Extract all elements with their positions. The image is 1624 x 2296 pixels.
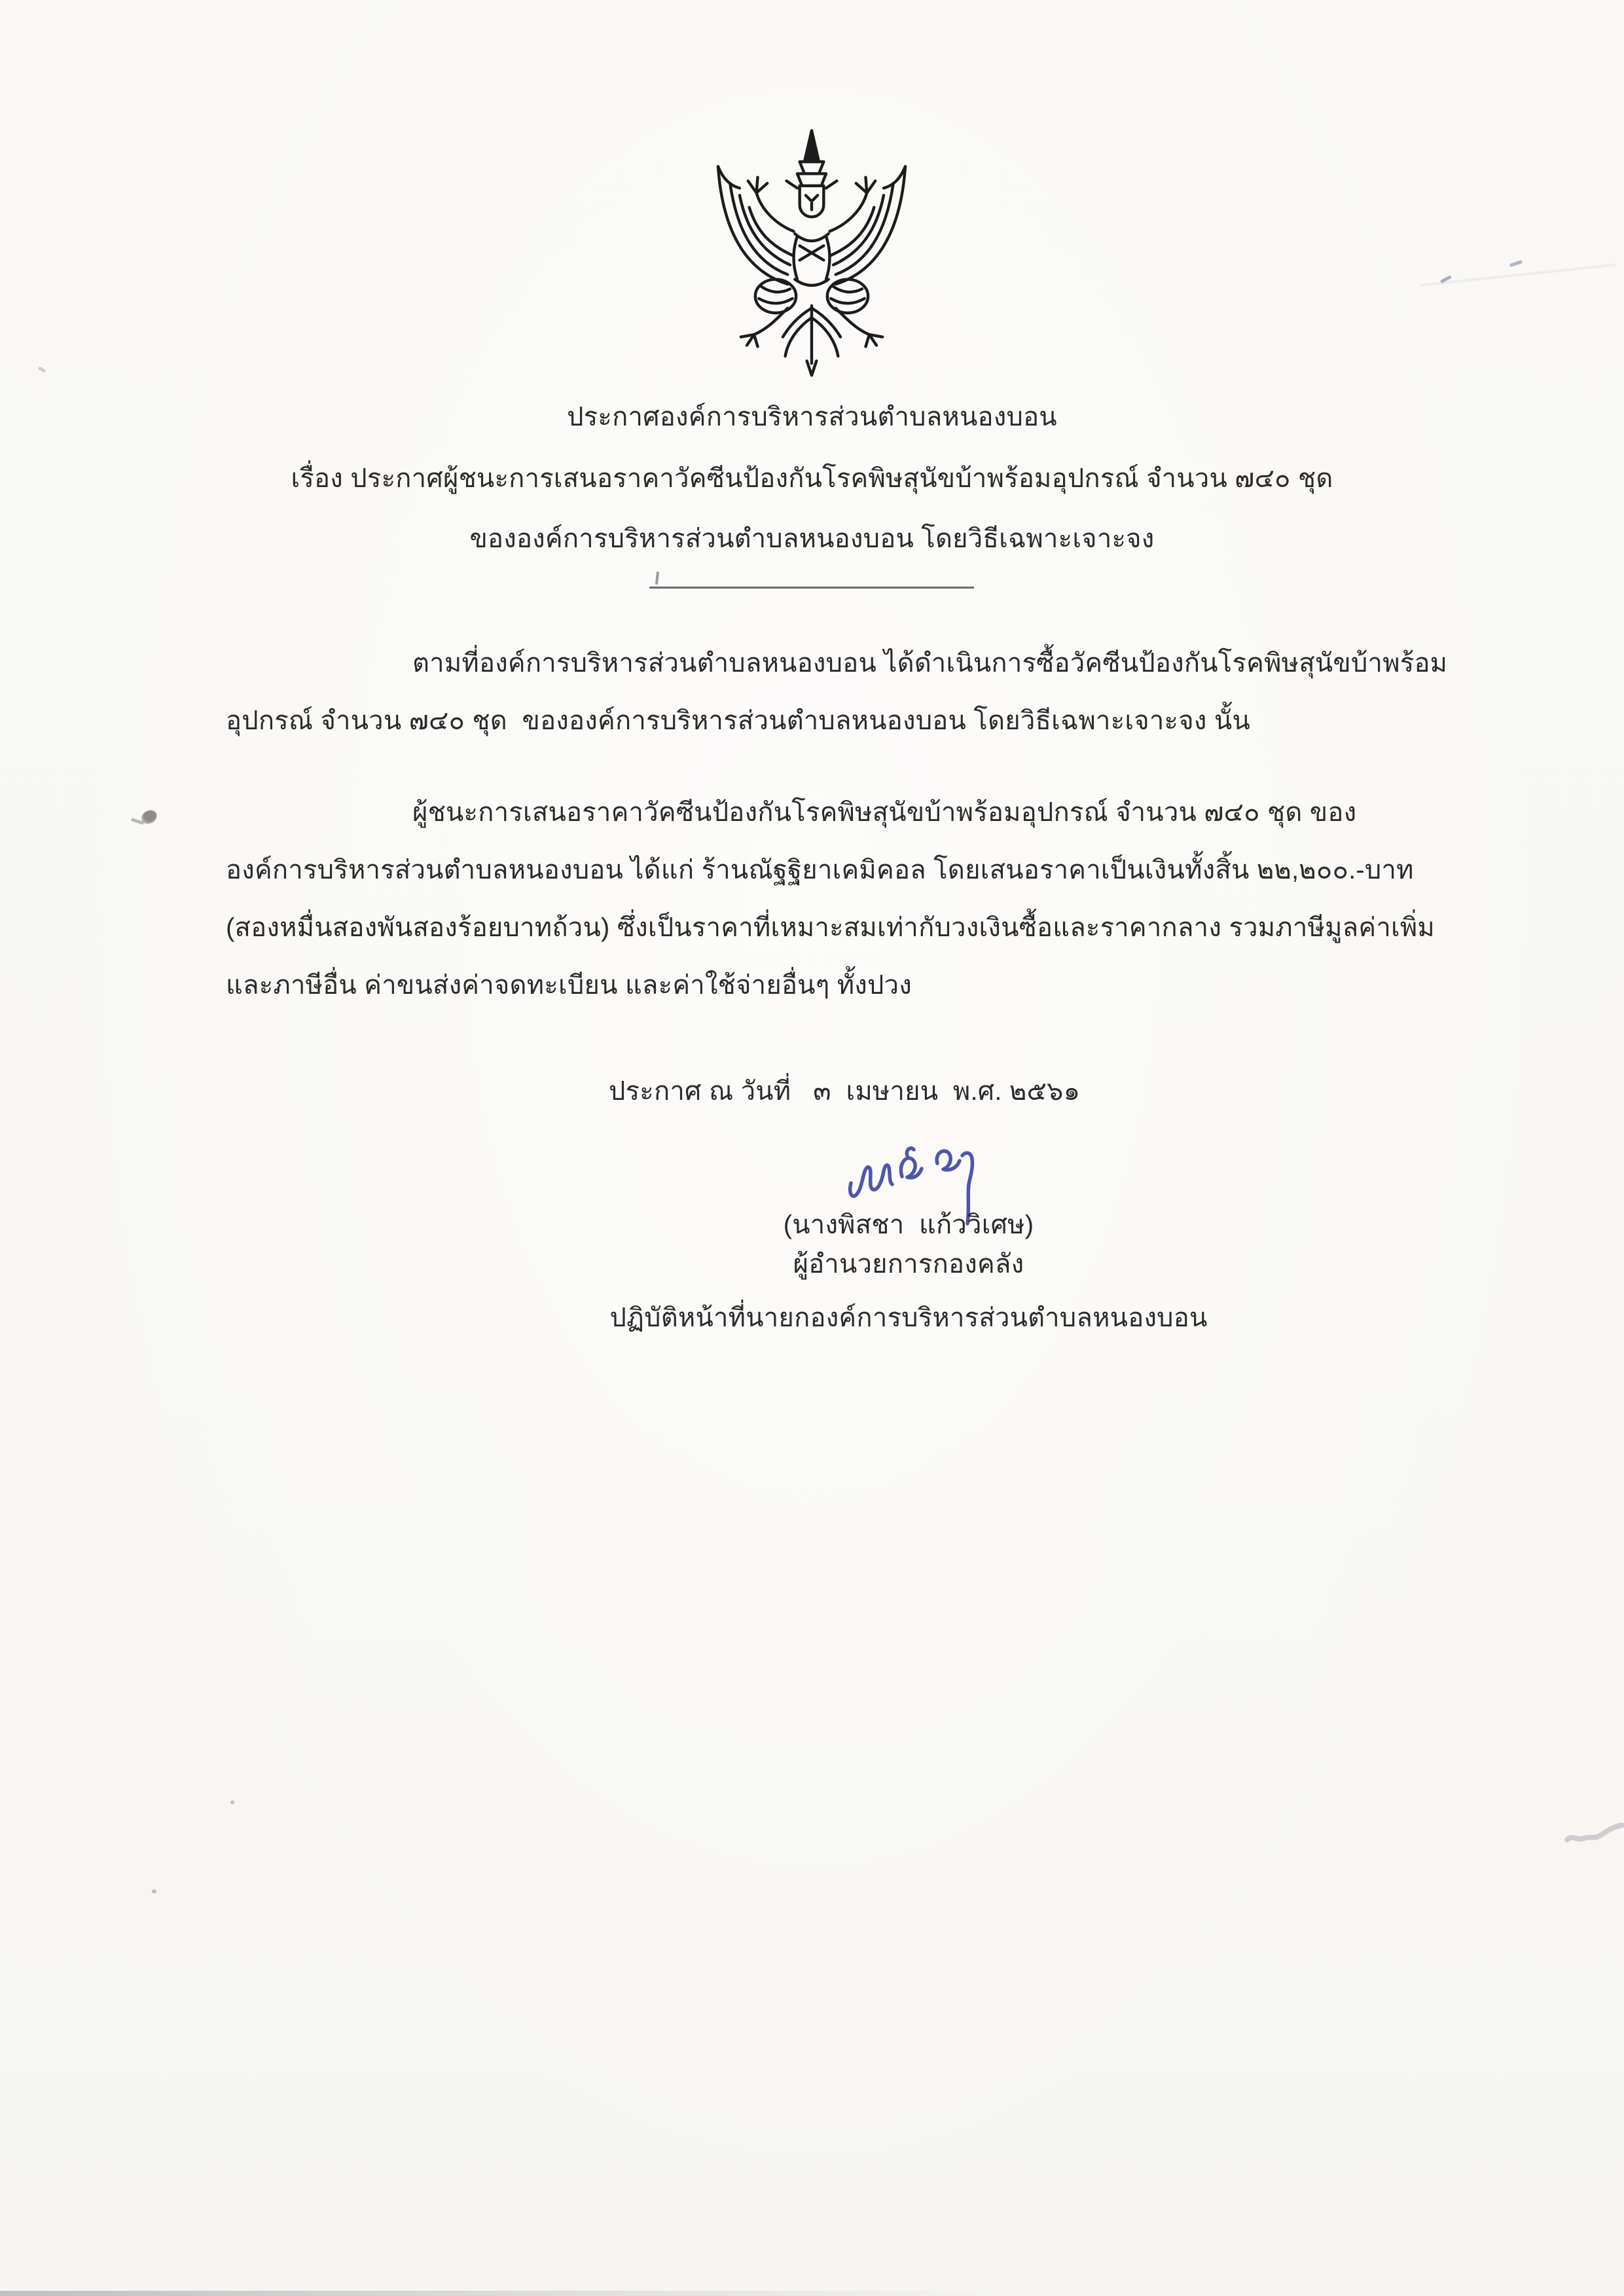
- scan-artifact-speck: [38, 366, 46, 373]
- scan-artifact-blob: [140, 809, 158, 826]
- announcement-subject-line1: เรื่อง ประกาศผู้ชนะการเสนอราคาวัคซีนป้องกันโรคพิษสุนัขบ้าพร้อมอุปกรณ์ จำนวน ๗๔๐ ชุด: [291, 464, 1333, 493]
- scan-artifact-smudge: [1564, 1820, 1624, 1846]
- signer-title-director: ผู้อำนวยการกองคลัง: [793, 1250, 1024, 1279]
- paragraph1-line2: อุปกรณ์ จำนวน ๗๔๐ ชุด ขององค์การบริหารส่วนตำบลหนองบอน โดยวิธีเฉพาะเจาะจง นั้น: [226, 706, 1251, 735]
- signer-name: (นางพิสชา แก้ววิเศษ): [783, 1211, 1034, 1239]
- garuda-emblem: [704, 126, 920, 378]
- paragraph1-line1: ตามที่องค์การบริหารส่วนตำบลหนองบอน ได้ดำเนินการซื้อวัคซีนป้องกันโรคพิษสุนัขบ้าพร้อม: [412, 649, 1448, 678]
- paragraph2-line2: องค์การบริหารส่วนตำบลหนองบอน ได้แก่ ร้านณัฐฐิยาเคมิคอล โดยเสนอราคาเป็นเงินทั้งสิ้น ๒๒,๒๐๐.-บาท: [226, 856, 1414, 884]
- announcement-date-line: ประกาศ ณ วันที่ ๓ เมษายน พ.ศ. ๒๕๖๑: [609, 1077, 1081, 1106]
- scan-artifact-bottom-edge: [0, 2291, 1007, 2296]
- scan-artifact-crease: [1420, 261, 1617, 289]
- scan-artifact-speck: [230, 1800, 234, 1804]
- paragraph2-line1: ผู้ชนะการเสนอราคาวัคซีนป้องกันโรคพิษสุนัขบ้าพร้อมอุปกรณ์ จำนวน ๗๔๐ ชุด ของ: [412, 798, 1357, 827]
- pen-mark-artifact: [655, 572, 659, 585]
- scan-artifact-crease-tick: [1509, 260, 1523, 267]
- scan-artifact-blob-tail: [131, 818, 145, 825]
- scan-artifact-speck: [152, 1889, 156, 1893]
- paragraph2-line4: และภาษีอื่น ค่าขนส่งค่าจดทะเบียน และค่าใช้จ่ายอื่นๆ ทั้งปวง: [226, 971, 912, 1000]
- announcement-subject-line2: ขององค์การบริหารส่วนตำบลหนองบอน โดยวิธีเฉพาะเจาะจง: [469, 524, 1155, 553]
- header-divider: [649, 587, 974, 589]
- paragraph2-line3: (สองหมื่นสองพันสองร้อยบาทถ้วน) ซึ่งเป็นราคาที่เหมาะสมเท่ากับวงเงินซื้อและราคากลาง รวมภาษีมูลค่าเพิ่ม: [226, 913, 1435, 942]
- announcement-title: ประกาศองค์การบริหารส่วนตำบลหนองบอน: [567, 403, 1057, 431]
- signer-title-acting-chief: ปฏิบัติหน้าที่นายกองค์การบริหารส่วนตำบลหนองบอน: [609, 1303, 1208, 1332]
- scan-artifact-crease-tick: [1440, 275, 1452, 283]
